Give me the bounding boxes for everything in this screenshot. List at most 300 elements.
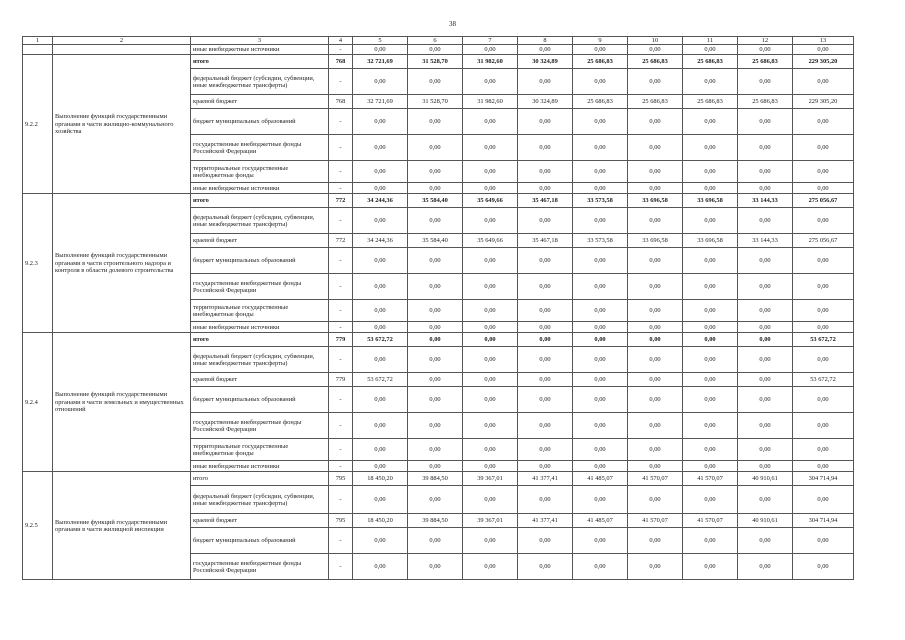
value-cell: 0,00 <box>353 528 408 554</box>
value-cell: 0,00 <box>738 109 793 135</box>
table-row <box>23 333 854 347</box>
value-cell: 35 649,66 <box>463 234 518 248</box>
value-cell: 0,00 <box>353 274 408 300</box>
value-cell: 0,00 <box>738 161 793 183</box>
value-cell: 0,00 <box>408 439 463 461</box>
value-cell: 275 056,67 <box>793 234 854 248</box>
header-cell: 5 <box>353 37 408 45</box>
value-cell: 0,00 <box>738 45 793 55</box>
value-cell: 0,00 <box>573 486 628 514</box>
value-cell: 0,00 <box>628 413 683 439</box>
value-cell: 31 528,70 <box>408 95 463 109</box>
value-cell: 0,00 <box>683 528 738 554</box>
value-cell: 0,00 <box>518 248 573 274</box>
value-cell: 0,00 <box>573 413 628 439</box>
value-cell: 304 714,94 <box>793 472 854 486</box>
header-row <box>23 37 854 45</box>
value-cell: 0,00 <box>628 486 683 514</box>
value-cell: 31 982,60 <box>463 95 518 109</box>
value-cell: 0,00 <box>683 274 738 300</box>
value-cell: 25 686,83 <box>628 55 683 69</box>
value-cell: 39 884,50 <box>408 514 463 528</box>
section-name: Выполнение функций государственными органами в части жилищно-коммунального хозяйства <box>53 55 191 194</box>
value-cell: 0,00 <box>738 387 793 413</box>
value-cell: 0,00 <box>793 183 854 194</box>
value-cell: 0,00 <box>683 161 738 183</box>
value-cell: 41 485,07 <box>573 472 628 486</box>
value-cell: 0,00 <box>463 486 518 514</box>
value-cell: 0,00 <box>793 248 854 274</box>
value-cell: 40 910,61 <box>738 472 793 486</box>
value-cell: 0,00 <box>573 439 628 461</box>
value-cell: 0,00 <box>628 322 683 333</box>
value-cell: 0,00 <box>573 322 628 333</box>
value-cell: 0,00 <box>518 109 573 135</box>
value-cell: 0,00 <box>738 183 793 194</box>
value-cell: 33 696,58 <box>628 194 683 208</box>
value-cell: 0,00 <box>573 135 628 161</box>
value-cell: 0,00 <box>573 161 628 183</box>
budget-code-cell: - <box>329 69 353 95</box>
value-cell: 0,00 <box>408 248 463 274</box>
source-cell: федеральный бюджет (субсидии, субвенции, иные межбюджетные трансферты) <box>191 69 329 95</box>
value-cell: 0,00 <box>628 45 683 55</box>
value-cell: 0,00 <box>683 109 738 135</box>
value-cell: 0,00 <box>408 161 463 183</box>
value-cell: 0,00 <box>408 387 463 413</box>
value-cell: 0,00 <box>573 109 628 135</box>
value-cell: 0,00 <box>573 347 628 373</box>
value-cell: 0,00 <box>353 45 408 55</box>
budget-code-cell: - <box>329 208 353 234</box>
value-cell: 229 305,20 <box>793 55 854 69</box>
table-row <box>23 45 854 55</box>
header-cell: 2 <box>53 37 191 45</box>
value-cell: 0,00 <box>518 322 573 333</box>
value-cell: 0,00 <box>683 183 738 194</box>
value-cell: 0,00 <box>793 347 854 373</box>
value-cell: 25 686,83 <box>738 95 793 109</box>
value-cell: 0,00 <box>518 554 573 580</box>
header-cell: 12 <box>738 37 793 45</box>
value-cell: 0,00 <box>738 347 793 373</box>
header-cell: 10 <box>628 37 683 45</box>
value-cell: 0,00 <box>683 486 738 514</box>
value-cell: 0,00 <box>408 461 463 472</box>
value-cell: 0,00 <box>463 135 518 161</box>
value-cell: 35 467,18 <box>518 194 573 208</box>
value-cell: 0,00 <box>353 439 408 461</box>
value-cell: 0,00 <box>518 387 573 413</box>
value-cell: 18 450,20 <box>353 472 408 486</box>
value-cell: 0,00 <box>573 69 628 95</box>
value-cell: 0,00 <box>573 183 628 194</box>
section-name: Выполнение функций государственными органами в части строительного надзора и контроля в области долевого строительства <box>53 194 191 333</box>
value-cell: 0,00 <box>518 333 573 347</box>
value-cell: 33 696,58 <box>683 234 738 248</box>
value-cell: 18 450,20 <box>353 514 408 528</box>
value-cell: 0,00 <box>353 109 408 135</box>
value-cell: 33 144,33 <box>738 194 793 208</box>
value-cell: 0,00 <box>738 322 793 333</box>
value-cell: 0,00 <box>628 461 683 472</box>
value-cell: 0,00 <box>793 161 854 183</box>
value-cell: 0,00 <box>408 45 463 55</box>
value-cell: 0,00 <box>683 554 738 580</box>
value-cell: 0,00 <box>683 347 738 373</box>
value-cell: 0,00 <box>463 333 518 347</box>
value-cell: 0,00 <box>793 274 854 300</box>
budget-code-cell: 768 <box>329 95 353 109</box>
value-cell: 0,00 <box>628 333 683 347</box>
value-cell: 304 714,94 <box>793 514 854 528</box>
budget-code-cell: 768 <box>329 55 353 69</box>
value-cell: 0,00 <box>793 528 854 554</box>
value-cell: 31 982,60 <box>463 55 518 69</box>
budget-code-cell: - <box>329 248 353 274</box>
value-cell: 0,00 <box>628 387 683 413</box>
budget-code-cell: - <box>329 45 353 55</box>
value-cell: 25 686,83 <box>738 55 793 69</box>
budget-code-cell: - <box>329 322 353 333</box>
value-cell: 25 686,83 <box>683 95 738 109</box>
value-cell: 0,00 <box>628 208 683 234</box>
budget-code-cell: - <box>329 461 353 472</box>
budget-code-cell: 795 <box>329 514 353 528</box>
value-cell: 0,00 <box>463 373 518 387</box>
value-cell: 0,00 <box>793 322 854 333</box>
source-cell: федеральный бюджет (субсидии, субвенции, иные межбюджетные трансферты) <box>191 347 329 373</box>
value-cell: 0,00 <box>738 248 793 274</box>
header-cell: 8 <box>518 37 573 45</box>
value-cell: 0,00 <box>793 387 854 413</box>
header-cell: 3 <box>191 37 329 45</box>
value-cell: 0,00 <box>573 528 628 554</box>
value-cell: 33 144,33 <box>738 234 793 248</box>
source-cell: территориальные государственные внебюджетные фонды <box>191 161 329 183</box>
value-cell: 41 485,07 <box>573 514 628 528</box>
budget-code-cell: - <box>329 183 353 194</box>
budget-code-cell: - <box>329 109 353 135</box>
budget-code-cell: - <box>329 554 353 580</box>
table-row <box>23 55 854 69</box>
value-cell: 0,00 <box>738 135 793 161</box>
source-cell: государственные внебюджетные фонды Российской Федерации <box>191 274 329 300</box>
value-cell: 0,00 <box>628 161 683 183</box>
value-cell: 0,00 <box>518 274 573 300</box>
value-cell: 0,00 <box>353 413 408 439</box>
value-cell: 0,00 <box>628 274 683 300</box>
value-cell: 0,00 <box>518 183 573 194</box>
value-cell: 0,00 <box>628 300 683 322</box>
value-cell: 0,00 <box>518 373 573 387</box>
section-code: 9.2.2 <box>23 55 53 194</box>
value-cell: 0,00 <box>628 347 683 373</box>
value-cell: 0,00 <box>353 461 408 472</box>
value-cell: 0,00 <box>573 300 628 322</box>
value-cell: 0,00 <box>738 486 793 514</box>
value-cell: 0,00 <box>353 387 408 413</box>
budget-code-cell: 795 <box>329 472 353 486</box>
budget-code-cell: - <box>329 274 353 300</box>
value-cell: 0,00 <box>353 161 408 183</box>
value-cell: 41 570,07 <box>683 514 738 528</box>
budget-code-cell: - <box>329 135 353 161</box>
value-cell: 0,00 <box>353 486 408 514</box>
value-cell: 0,00 <box>408 274 463 300</box>
value-cell: 0,00 <box>518 439 573 461</box>
budget-code-cell: - <box>329 161 353 183</box>
value-cell: 0,00 <box>793 554 854 580</box>
source-cell: иные внебюджетные источники <box>191 322 329 333</box>
value-cell: 33 573,58 <box>573 234 628 248</box>
value-cell: 0,00 <box>793 208 854 234</box>
header-cell: 9 <box>573 37 628 45</box>
value-cell: 41 377,41 <box>518 472 573 486</box>
value-cell: 0,00 <box>738 373 793 387</box>
value-cell: 33 573,58 <box>573 194 628 208</box>
value-cell: 0,00 <box>628 528 683 554</box>
value-cell: 229 305,20 <box>793 95 854 109</box>
value-cell: 0,00 <box>408 413 463 439</box>
value-cell: 0,00 <box>353 554 408 580</box>
value-cell: 32 721,69 <box>353 95 408 109</box>
value-cell: 25 686,83 <box>683 55 738 69</box>
source-cell: краевой бюджет <box>191 373 329 387</box>
value-cell: 0,00 <box>683 45 738 55</box>
source-cell: государственные внебюджетные фонды Российской Федерации <box>191 554 329 580</box>
source-cell: бюджет муниципальных образований <box>191 248 329 274</box>
value-cell: 53 672,72 <box>793 333 854 347</box>
header-cell: 11 <box>683 37 738 45</box>
value-cell: 0,00 <box>573 45 628 55</box>
source-cell: итого <box>191 472 329 486</box>
value-cell: 0,00 <box>793 461 854 472</box>
value-cell: 0,00 <box>518 486 573 514</box>
source-cell: краевой бюджет <box>191 95 329 109</box>
value-cell: 53 672,72 <box>353 373 408 387</box>
value-cell: 0,00 <box>738 333 793 347</box>
value-cell: 0,00 <box>683 208 738 234</box>
value-cell: 0,00 <box>683 373 738 387</box>
value-cell: 0,00 <box>683 439 738 461</box>
page-number: 38 <box>449 20 456 28</box>
value-cell: 0,00 <box>463 161 518 183</box>
value-cell: 41 570,07 <box>628 514 683 528</box>
value-cell: 35 584,40 <box>408 194 463 208</box>
source-cell: территориальные государственные внебюджетные фонды <box>191 300 329 322</box>
value-cell: 0,00 <box>408 300 463 322</box>
value-cell: 0,00 <box>408 347 463 373</box>
budget-code-cell: 779 <box>329 333 353 347</box>
value-cell: 39 884,50 <box>408 472 463 486</box>
value-cell: 0,00 <box>463 528 518 554</box>
source-cell: бюджет муниципальных образований <box>191 387 329 413</box>
value-cell: 0,00 <box>518 135 573 161</box>
budget-code-cell: 772 <box>329 194 353 208</box>
value-cell: 0,00 <box>683 333 738 347</box>
source-cell: итого <box>191 333 329 347</box>
value-cell: 0,00 <box>683 135 738 161</box>
value-cell: 0,00 <box>793 69 854 95</box>
budget-code-cell: - <box>329 439 353 461</box>
value-cell: 0,00 <box>628 439 683 461</box>
table-row <box>23 194 854 208</box>
value-cell: 0,00 <box>518 161 573 183</box>
value-cell: 0,00 <box>353 347 408 373</box>
value-cell: 0,00 <box>518 528 573 554</box>
source-cell: федеральный бюджет (субсидии, субвенции, иные межбюджетные трансферты) <box>191 208 329 234</box>
value-cell: 0,00 <box>573 373 628 387</box>
value-cell: 0,00 <box>793 45 854 55</box>
source-cell: государственные внебюджетные фонды Российской Федерации <box>191 413 329 439</box>
value-cell: 34 244,36 <box>353 194 408 208</box>
value-cell: 0,00 <box>628 69 683 95</box>
value-cell: 0,00 <box>683 322 738 333</box>
value-cell: 41 377,41 <box>518 514 573 528</box>
source-cell: иные внебюджетные источники <box>191 461 329 472</box>
value-cell: 0,00 <box>408 528 463 554</box>
budget-code-cell: - <box>329 486 353 514</box>
value-cell: 0,00 <box>353 69 408 95</box>
value-cell: 0,00 <box>628 554 683 580</box>
value-cell: 0,00 <box>408 69 463 95</box>
value-cell: 0,00 <box>463 183 518 194</box>
value-cell: 53 672,72 <box>793 373 854 387</box>
value-cell: 0,00 <box>628 248 683 274</box>
value-cell: 0,00 <box>518 300 573 322</box>
value-cell: 0,00 <box>518 347 573 373</box>
value-cell: 0,00 <box>738 208 793 234</box>
value-cell: 32 721,69 <box>353 55 408 69</box>
source-cell: иные внебюджетные источники <box>191 45 329 55</box>
value-cell: 0,00 <box>463 439 518 461</box>
value-cell: 0,00 <box>628 135 683 161</box>
value-cell: 35 584,40 <box>408 234 463 248</box>
value-cell: 0,00 <box>463 274 518 300</box>
value-cell: 33 696,58 <box>628 234 683 248</box>
value-cell: 33 696,58 <box>683 194 738 208</box>
header-cell: 13 <box>793 37 854 45</box>
value-cell: 0,00 <box>738 274 793 300</box>
value-cell: 0,00 <box>738 69 793 95</box>
source-cell: бюджет муниципальных образований <box>191 109 329 135</box>
value-cell: 0,00 <box>518 208 573 234</box>
value-cell: 0,00 <box>408 322 463 333</box>
source-cell: краевой бюджет <box>191 234 329 248</box>
value-cell: 0,00 <box>463 45 518 55</box>
value-cell: 0,00 <box>573 461 628 472</box>
value-cell: 0,00 <box>463 208 518 234</box>
source-cell: бюджет муниципальных образований <box>191 528 329 554</box>
value-cell: 0,00 <box>573 554 628 580</box>
value-cell: 0,00 <box>738 554 793 580</box>
name-cell <box>53 45 191 55</box>
value-cell: 0,00 <box>683 387 738 413</box>
value-cell: 0,00 <box>518 461 573 472</box>
value-cell: 0,00 <box>408 486 463 514</box>
value-cell: 0,00 <box>628 109 683 135</box>
value-cell: 39 367,01 <box>463 514 518 528</box>
value-cell: 0,00 <box>463 461 518 472</box>
budget-code-cell: - <box>329 528 353 554</box>
budget-code-cell: 779 <box>329 373 353 387</box>
value-cell: 0,00 <box>628 373 683 387</box>
value-cell: 35 467,18 <box>518 234 573 248</box>
value-cell: 0,00 <box>463 248 518 274</box>
value-cell: 30 324,89 <box>518 95 573 109</box>
value-cell: 0,00 <box>683 413 738 439</box>
value-cell: 0,00 <box>463 347 518 373</box>
value-cell: 0,00 <box>793 413 854 439</box>
value-cell: 0,00 <box>573 387 628 413</box>
source-cell: итого <box>191 194 329 208</box>
header-cell: 7 <box>463 37 518 45</box>
value-cell: 34 244,36 <box>353 234 408 248</box>
value-cell: 41 570,07 <box>683 472 738 486</box>
budget-table <box>22 36 854 580</box>
value-cell: 0,00 <box>463 554 518 580</box>
value-cell: 0,00 <box>518 413 573 439</box>
source-cell: федеральный бюджет (субсидии, субвенции, иные межбюджетные трансферты) <box>191 486 329 514</box>
value-cell: 0,00 <box>793 135 854 161</box>
value-cell: 0,00 <box>463 300 518 322</box>
value-cell: 25 686,83 <box>628 95 683 109</box>
value-cell: 0,00 <box>738 528 793 554</box>
value-cell: 0,00 <box>408 183 463 194</box>
value-cell: 0,00 <box>683 461 738 472</box>
source-cell: краевой бюджет <box>191 514 329 528</box>
value-cell: 0,00 <box>353 248 408 274</box>
section-code: 9.2.4 <box>23 333 53 472</box>
header-cell: 1 <box>23 37 53 45</box>
section-name: Выполнение функций государственными органами в части земельных и имущественных отношений <box>53 333 191 472</box>
value-cell: 30 324,89 <box>518 55 573 69</box>
value-cell: 0,00 <box>683 248 738 274</box>
value-cell: 0,00 <box>353 208 408 234</box>
value-cell: 0,00 <box>518 45 573 55</box>
source-cell: государственные внебюджетные фонды Российской Федерации <box>191 135 329 161</box>
value-cell: 40 910,61 <box>738 514 793 528</box>
value-cell: 0,00 <box>408 208 463 234</box>
value-cell: 0,00 <box>573 274 628 300</box>
value-cell: 0,00 <box>738 461 793 472</box>
value-cell: 0,00 <box>683 300 738 322</box>
value-cell: 0,00 <box>463 69 518 95</box>
value-cell: 0,00 <box>573 248 628 274</box>
value-cell: 0,00 <box>353 135 408 161</box>
value-cell: 0,00 <box>463 109 518 135</box>
source-cell: итого <box>191 55 329 69</box>
value-cell: 31 528,70 <box>408 55 463 69</box>
budget-code-cell: 772 <box>329 234 353 248</box>
value-cell: 0,00 <box>518 69 573 95</box>
value-cell: 0,00 <box>408 333 463 347</box>
value-cell: 0,00 <box>463 322 518 333</box>
value-cell: 0,00 <box>408 135 463 161</box>
value-cell: 0,00 <box>738 439 793 461</box>
section-code: 9.2.3 <box>23 194 53 333</box>
code-cell <box>23 45 53 55</box>
value-cell: 0,00 <box>683 69 738 95</box>
value-cell: 0,00 <box>463 387 518 413</box>
value-cell: 0,00 <box>793 439 854 461</box>
value-cell: 41 570,07 <box>628 472 683 486</box>
source-cell: территориальные государственные внебюджетные фонды <box>191 439 329 461</box>
value-cell: 0,00 <box>738 300 793 322</box>
value-cell: 0,00 <box>353 300 408 322</box>
source-cell: иные внебюджетные источники <box>191 183 329 194</box>
